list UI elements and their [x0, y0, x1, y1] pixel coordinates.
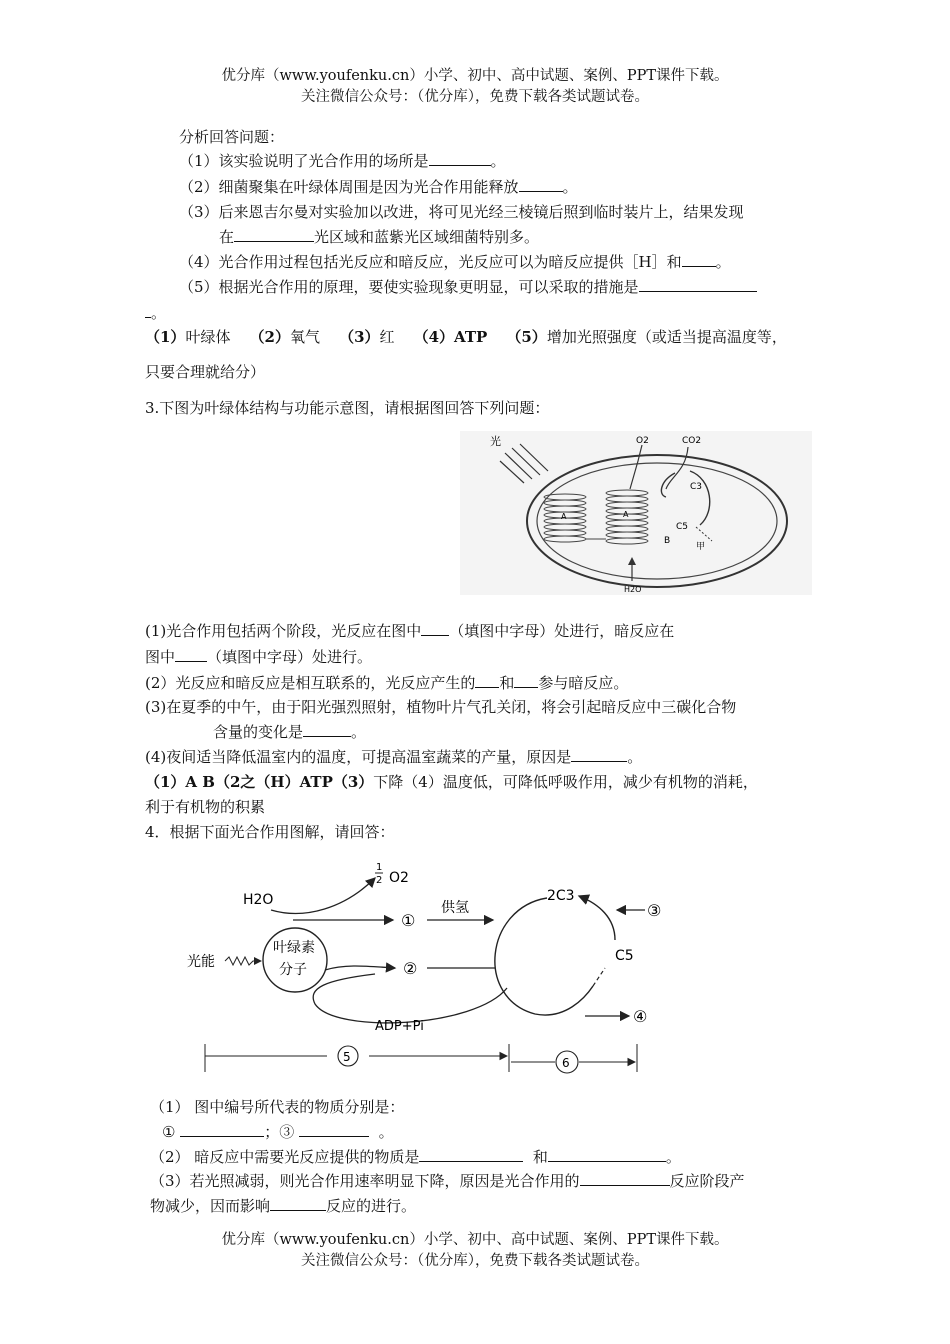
calvin-cycle-left: [495, 898, 593, 1015]
answer-blank[interactable]: [580, 1171, 670, 1186]
photosynthesis-diagram: [175, 848, 675, 1080]
chlorophyll-circle: [263, 928, 327, 992]
chloroplast-diagram: [460, 431, 812, 595]
diagram-label-c3: C3: [690, 482, 703, 492]
q4-sub1: （1） 图中编号所代表的物质分别是：: [150, 1098, 405, 1116]
diagram-label-gongqing: 供氢: [441, 900, 469, 916]
q2-sub5-end: 。: [145, 303, 166, 323]
answer-blank[interactable]: [175, 647, 207, 662]
c5-to-c3-arrow: [579, 896, 615, 940]
answer-blank[interactable]: [234, 227, 314, 242]
q3-answer-line1: （1）A B（2之（H）ATP（3）下降（4）温度低，可降低呼吸作用，减少有机物的消耗，: [145, 773, 758, 791]
diagram-label-o2: O2: [636, 436, 649, 446]
q2-sub2: （2）细菌聚集在叶绿体周围是因为光合作用能释放 。: [179, 178, 578, 196]
light-energy-wave: [225, 957, 261, 965]
q2-intro: 分析回答问题：: [179, 128, 285, 146]
diagram-label-c3: 2C3: [547, 888, 575, 904]
answer-blank[interactable]: [419, 1147, 523, 1162]
diagram-label-c5: C5: [615, 948, 634, 964]
q2-sub1: （1）该实验说明了光合作用的场所是 。: [179, 152, 506, 170]
answer-blank[interactable]: [475, 673, 499, 688]
answer-blank[interactable]: [421, 621, 449, 636]
diagram-label-n6: 6: [562, 1056, 570, 1070]
diagram-label-h2o: H2O: [243, 892, 274, 908]
diagram-label-a-right: A: [623, 510, 629, 519]
q3-sub3-line2: 含量的变化是 。: [213, 723, 367, 741]
answer-blank[interactable]: [299, 1122, 369, 1137]
diagram-label-n5: 5: [343, 1050, 351, 1064]
diagram-label-a-left: A: [561, 512, 567, 521]
q3-sub4: (4)夜间适当降低温室内的温度，可提高温室蔬菜的产量，原因是 。: [145, 748, 643, 766]
q4-sub3-line1: （3）若光照减弱，则光合作用速率明显下降，原因是光合作用的 反应阶段产: [150, 1172, 745, 1190]
q3-sub1-line2: 图中 （填图中字母）处进行。: [145, 648, 373, 666]
answer-blank[interactable]: [548, 1147, 666, 1162]
q2-sub3-line1: （3）后来恩吉尔曼对实验加以改进，将可见光经三棱镜后照到临时装片上，结果发现: [179, 203, 744, 221]
diagram-label-pigment2: 分子: [279, 962, 307, 978]
answer-blank[interactable]: [429, 151, 491, 166]
q2-sub5: （5）根据光合作用的原理，要使实验现象更明显，可以采取的措施是: [179, 277, 757, 297]
q4-title: 4．根据下面光合作用图解，请回答：: [145, 823, 395, 841]
adp-return-loop: [313, 974, 507, 1023]
diagram-label-n1: ①: [401, 911, 416, 930]
answer-blank[interactable]: [270, 1196, 326, 1211]
q2-answer-line1: （1）叶绿体 （2）氧气 （3）红 （4）ATP （5）增加光照强度（或适当提高温度等，: [145, 328, 787, 346]
answer-blank[interactable]: [682, 252, 716, 267]
answer-blank[interactable]: [180, 1122, 264, 1137]
header-line-2: 关注微信公众号：（优分库），免费下载各类试题试卷。: [301, 89, 649, 105]
footer-line-1: 优分库（www.youfenku.cn）小学、初中、高中试题、案例、PPT课件下载。: [221, 1232, 729, 1248]
to-product2-arrow: [325, 966, 395, 970]
diagram-label-half-num: 1: [376, 862, 383, 873]
calvin-cycle-dashed: [593, 968, 605, 986]
q4-sub2: （2） 暗反应中需要光反应提供的物质是 和 。: [150, 1148, 681, 1166]
q2-answer-line2: 只要合理就给分）: [145, 363, 266, 381]
answer-blank[interactable]: [639, 277, 757, 292]
diagram-label-n2: ②: [403, 959, 418, 978]
diagram-label-n4: ④: [633, 1007, 648, 1026]
q2-sub3-line2: 在 光区域和蓝紫光区域细菌特别多。: [219, 228, 540, 246]
diagram-label-o2: O2: [389, 870, 409, 886]
diagram-label-h2o: H2O: [624, 585, 642, 594]
answer-blank[interactable]: [519, 177, 563, 192]
q3-title: 3.下图为叶绿体结构与功能示意图，请根据图回答下列问题：: [145, 399, 550, 417]
diagram-label-guangneng: 光能: [187, 954, 215, 970]
diagram-label-pigment1: 叶绿素: [273, 940, 315, 956]
answer-blank[interactable]: [303, 722, 351, 737]
answer-blank[interactable]: [514, 673, 538, 688]
answer-blank[interactable]: [571, 747, 627, 762]
q3-answer-line2: 利于有机物的积累: [145, 798, 266, 816]
diagram-label-jia: 甲: [696, 542, 706, 552]
q4-sub3-line2: 物减少，因而影响 反应的进行。: [150, 1197, 417, 1215]
q3-sub3-line1: (3)在夏季的中午，由于阳光强烈照射，植物叶片气孔关闭，将会引起暗反应中三碳化合物: [145, 698, 737, 716]
header-line-1: 优分库（www.youfenku.cn）小学、初中、高中试题、案例、PPT课件下载。: [221, 68, 729, 84]
diagram-label-b: B: [664, 536, 671, 546]
diagram-label-light: 光: [490, 435, 501, 448]
o2-release-arrow: [271, 878, 375, 913]
q4-sub1-answers: ① ；③ 。: [162, 1123, 394, 1141]
diagram-label-co2: CO2: [682, 436, 702, 446]
diagram-label-half-den: 2: [376, 875, 383, 886]
diagram-label-c5: C5: [676, 522, 689, 532]
q2-sub4: （4）光合作用过程包括光反应和暗反应，光反应可以为暗反应提供［H］和 。: [179, 253, 731, 271]
diagram-label-n3: ③: [647, 901, 662, 920]
footer-line-2: 关注微信公众号：（优分库），免费下载各类试题试卷。: [301, 1253, 649, 1269]
q3-sub2: (2）光反应和暗反应是相互联系的，光反应产生的 和 参与暗反应。: [145, 674, 629, 692]
q3-sub1-line1: (1)光合作用包括两个阶段，光反应在图中 （填图中字母）处进行，暗反应在: [145, 622, 675, 640]
diagram-label-adp: ADP+Pi: [375, 1019, 424, 1034]
